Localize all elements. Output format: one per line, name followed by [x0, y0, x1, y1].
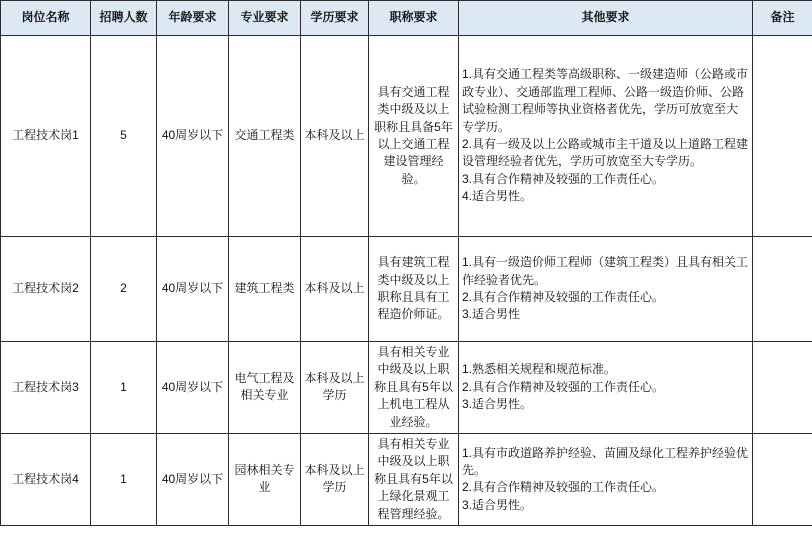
other-line: 3.具有合作精神及较强的工作责任心。 [462, 171, 665, 186]
cell-other-requirements [459, 237, 753, 342]
other-line: 1.具有一级造价师工程师（建筑工程类）且具有相关工作经验者优先。 [462, 255, 749, 287]
other-line: 2.具有合作精神及较强的工作责任心。 [462, 379, 665, 394]
cell-professional-title: 具有建筑工程类中级及以上职称且具有工程造价师证。 [369, 237, 459, 342]
header-headcount: 招聘人数 [91, 1, 157, 36]
other-line: 3.适合男性 [462, 307, 521, 322]
cell-professional-title: 具有交通工程类中级及以上职称且具备5年以上交通工程建设管理经验。 [369, 36, 459, 237]
header-job-name: 岗位名称 [1, 1, 91, 36]
other-line: 1.具有交通工程类等高级职称、一级建造师（公路或市政专业）、交通部监理工程师、公路一级造价师、公路试验检测工程师等执业资格者优先，学历可放宽至大专学历。 [462, 67, 749, 134]
cell-age: 40周岁以下 [157, 36, 229, 237]
header-major: 专业要求 [229, 1, 301, 36]
cell-major: 电气工程及相关专业 [229, 342, 301, 434]
cell-other-requirements [459, 433, 753, 525]
table-row [1, 237, 812, 342]
cell-remark [753, 237, 812, 342]
cell-job-name: 工程技术岗4 [1, 433, 91, 525]
other-line: 2.具有合作精神及较强的工作责任心。 [462, 480, 665, 495]
other-line: 3.适合男性。 [462, 497, 533, 512]
table-header-row [1, 1, 812, 36]
cell-major: 交通工程类 [229, 36, 301, 237]
cell-other-requirements [459, 342, 753, 434]
cell-remark [753, 433, 812, 525]
cell-job-name: 工程技术岗1 [1, 36, 91, 237]
cell-remark [753, 342, 812, 434]
header-age: 年龄要求 [157, 1, 229, 36]
other-line: 2.具有一级及以上公路或城市主干道及以上道路工程建设管理经验者优先，学历可放宽至大专学历。 [462, 137, 749, 169]
cell-major: 园林相关专业 [229, 433, 301, 525]
cell-age: 40周岁以下 [157, 342, 229, 434]
cell-remark [753, 36, 812, 237]
cell-education: 本科及以上 [301, 36, 369, 237]
cell-headcount: 2 [91, 237, 157, 342]
cell-education: 本科及以上学历 [301, 433, 369, 525]
cell-headcount: 5 [91, 36, 157, 237]
cell-job-name: 工程技术岗2 [1, 237, 91, 342]
cell-other-requirements [459, 36, 753, 237]
cell-age: 40周岁以下 [157, 237, 229, 342]
other-line: 1.熟悉相关规程和规范标准。 [462, 362, 617, 377]
header-other-requirements: 其他要求 [459, 1, 753, 36]
cell-professional-title: 具有相关专业中级及以上职称且具有5年以上机电工程从业经验。 [369, 342, 459, 434]
other-line: 4.适合男性。 [462, 189, 533, 204]
table-row [1, 433, 812, 525]
cell-professional-title: 具有相关专业中级及以上职称且具有5年以上绿化景观工程管理经验。 [369, 433, 459, 525]
header-education: 学历要求 [301, 1, 369, 36]
cell-headcount: 1 [91, 342, 157, 434]
cell-education: 本科及以上 [301, 237, 369, 342]
other-line: 3.适合男性。 [462, 397, 533, 412]
table-row [1, 36, 812, 237]
cell-age: 40周岁以下 [157, 433, 229, 525]
cell-headcount: 1 [91, 433, 157, 525]
table-row [1, 342, 812, 434]
header-remark: 备注 [753, 1, 812, 36]
cell-education: 本科及以上学历 [301, 342, 369, 434]
other-line: 1.具有市政道路养护经验、苗圃及绿化工程养护经验优先。 [462, 445, 749, 478]
cell-major: 建筑工程类 [229, 237, 301, 342]
other-line: 2.具有合作精神及较强的工作责任心。 [462, 290, 665, 304]
header-professional-title: 职称要求 [369, 1, 459, 36]
cell-job-name: 工程技术岗3 [1, 342, 91, 434]
